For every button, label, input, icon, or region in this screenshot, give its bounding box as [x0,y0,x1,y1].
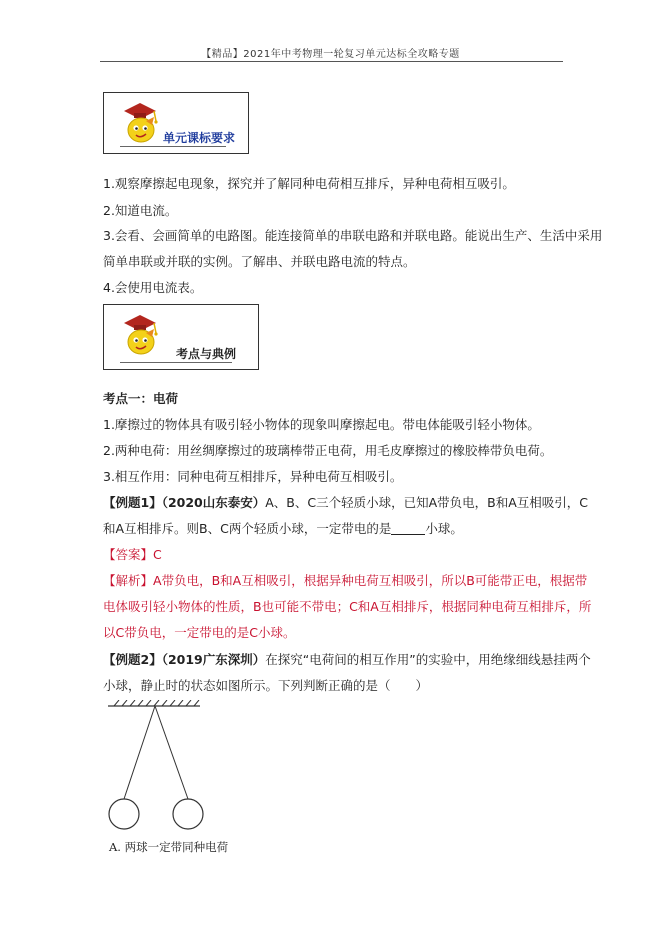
example1-source: （2020山东泰安） [161,495,266,510]
example2-tag: 【例题2】 [103,652,162,667]
example1-line2 [103,519,463,537]
analysis-label: 【解析】 [103,573,154,588]
answer-blank [391,522,425,535]
section-banner-kaodian [103,304,259,370]
example2-line2: 小球，静止时的状态如图所示。下列判断正确的是（ ） [103,678,429,693]
requirement-1: 1.观察摩擦起电现象，探究并了解同种电荷相互排斥，异种电荷相互吸引。 [103,176,515,191]
kaodian-point-2: 2.两种电荷：用丝绸摩擦过的玻璃棒带正电荷，用毛皮摩擦过的橡胶棒带负电荷。 [103,443,553,458]
example1-line1 [103,493,588,511]
example1-analysis-1 [103,571,587,589]
page-header: 【精品】2021年中考物理一轮复习单元达标全攻略专题 [201,49,460,60]
kaodian-heading: 考点一：电荷 [103,391,179,406]
answer-label: 【答案】 [103,547,154,562]
requirement-3: 3.会看、会画简单的电路图。能连接简单的串联电路和并联电路。能说出生产、生活中采用 [103,228,603,243]
example1-text: A、B、C三个轻质小球，已知A带负电，B和A互相吸引，C [265,495,589,510]
requirement-4: 4.会使用电流表。 [103,280,203,295]
example1-analysis-3: 以C带负电，一定带电的是C小球。 [103,625,296,640]
section-banner-requirements [103,92,249,154]
banner-title: 考点与典例 [176,347,237,361]
banner-underline [120,146,226,147]
graduate-mascot-icon [118,97,164,149]
kaodian-point-1: 1.摩擦过的物体具有吸引轻小物体的现象叫摩擦起电。带电体能吸引轻小物体。 [103,417,540,432]
example1-analysis-2: 电体吸引轻小物体的性质，B也可能不带电；C和A互相排斥，根据同种电荷互相排斥，所 [103,599,592,614]
example2-source: （2019广东深圳） [161,652,266,667]
answer-value: C [153,547,162,562]
example1-answer [103,545,162,563]
banner-title: 单元课标要求 [163,131,236,145]
header-rule [100,61,563,62]
requirement-2: 2.知道电流。 [103,203,178,218]
example2-line1 [103,650,591,668]
pendulum-diagram [100,700,210,835]
example1-tag: 【例题1】 [103,495,162,510]
banner-underline [120,362,232,363]
analysis-text: A带负电，B和A互相吸引，根据异种电荷互相吸引，所以B可能带正电，根据带 [153,573,588,588]
example2-text: 在探究“电荷间的相互作用”的实验中，用绝缘细线悬挂两个 [265,652,591,667]
option-a: A. 两球一定带同种电荷 [109,840,229,854]
example1-text-3: 小球。 [425,521,463,536]
kaodian-point-3: 3.相互作用：同种电荷互相排斥，异种电荷互相吸引。 [103,469,403,484]
example1-text-2: 和A互相排斥。则B、C两个轻质小球，一定带电的是 [103,521,392,536]
requirement-3-cont: 简单串联或并联的实例。了解串、并联电路电流的特点。 [103,254,416,269]
graduate-mascot-icon [118,309,164,361]
